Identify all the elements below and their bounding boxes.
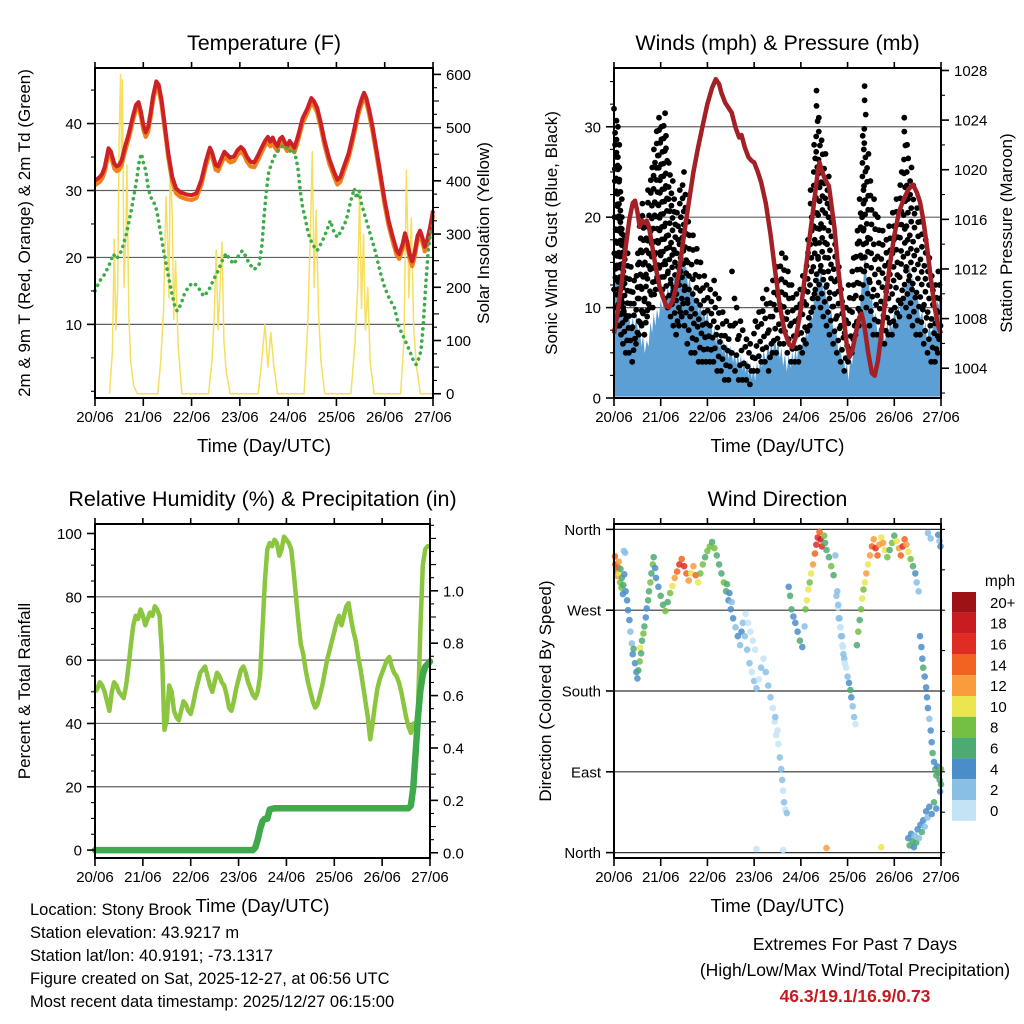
extremes-subtitle: (High/Low/Max Wind/Total Precipitation) — [699, 960, 1011, 980]
chart-title: Relative Humidity (%) & Precipitation (in) — [68, 487, 457, 511]
y-tick-label: 40 — [65, 715, 82, 733]
x-tick-label: 23/06 — [735, 409, 773, 426]
colorbar-tick-label: 8 — [990, 719, 999, 737]
y-tick-label: 100 — [446, 333, 472, 351]
x-tick-label: 23/06 — [219, 869, 258, 886]
colorbar-tick-label: 4 — [990, 761, 999, 779]
x-tick-label: 20/06 — [76, 869, 114, 886]
y-tick-label: 0 — [446, 386, 455, 404]
y-tick-label: 1004 — [954, 360, 988, 378]
colorbar-tick-label: 16 — [990, 636, 1007, 654]
colorbar-segment — [952, 738, 976, 759]
x-tick-label: 25/06 — [828, 409, 867, 426]
y-tick-label: North — [564, 845, 601, 863]
y-tick-label: East — [570, 764, 601, 782]
y-tick-label: 300 — [446, 226, 472, 244]
colorbar-segment — [952, 634, 976, 655]
x-tick-label: 27/06 — [414, 409, 452, 426]
y-tick-label: 0.0 — [443, 845, 464, 863]
y-tick-label: 600 — [446, 66, 472, 84]
y-tick-label: 20 — [65, 779, 82, 797]
x-tick-label: 21/06 — [641, 869, 680, 886]
y-axis-label: Station Pressure (Maroon) — [997, 133, 1016, 333]
colorbar-segment — [952, 800, 976, 821]
series-humidity — [95, 537, 430, 740]
colorbar-tick-label: 0 — [990, 802, 999, 820]
colorbar-tick-label: 18 — [990, 615, 1007, 633]
colorbar-segment — [952, 758, 976, 779]
x-axis-label: Time (Day/UTC) — [195, 895, 330, 916]
colorbar-segment — [952, 613, 976, 634]
x-tick-label: 25/06 — [315, 869, 354, 886]
x-tick-label: 21/06 — [124, 869, 162, 886]
extremes-title: Extremes For Past 7 Days — [752, 934, 958, 954]
x-tick-label: 21/06 — [641, 409, 680, 426]
y-tick-label: 1012 — [954, 261, 988, 279]
y-tick-label: North — [564, 521, 601, 539]
x-tick-label: 24/06 — [269, 409, 307, 426]
x-axis-label: Time (Day/UTC) — [710, 435, 845, 456]
colorbar-title: mph — [984, 573, 1016, 590]
colorbar-segment — [952, 654, 976, 675]
chart-title: Wind Direction — [707, 487, 848, 511]
y-tick-label: 20 — [584, 209, 601, 227]
colorbar-segment — [952, 717, 976, 738]
winds-pressure-chart — [542, 31, 1016, 456]
y-axis-label: Solar Insolation (Yellow) — [474, 142, 493, 324]
station-latlon: Station lat/lon: 40.9191; -73.1317 — [30, 947, 274, 965]
figure-created: Figure created on Sat, 2025-12-27, at 06:56 UTC — [30, 970, 390, 988]
colorbar-segment — [952, 592, 976, 613]
extremes-values: 46.3/19.1/16.9/0.73 — [779, 986, 931, 1006]
y-tick-label: 1.0 — [443, 583, 464, 601]
x-tick-label: 25/06 — [828, 869, 867, 886]
y-tick-label: 80 — [65, 589, 82, 607]
y-tick-label: South — [561, 683, 601, 701]
x-tick-label: 24/06 — [782, 869, 820, 886]
y-axis-label: 2m & 9m T (Red, Orange) & 2m Td (Green) — [15, 69, 34, 397]
series-rainfall — [95, 662, 430, 851]
x-tick-label: 23/06 — [735, 869, 773, 886]
chart-title: Winds (mph) & Pressure (mb) — [635, 31, 920, 55]
y-tick-label: 400 — [446, 173, 472, 191]
x-tick-label: 27/06 — [922, 869, 960, 886]
x-tick-label: 26/06 — [365, 409, 404, 426]
y-tick-label: 60 — [65, 652, 82, 670]
x-tick-label: 22/06 — [688, 869, 727, 886]
y-tick-label: 200 — [446, 279, 472, 297]
x-tick-label: 22/06 — [688, 409, 727, 426]
x-tick-label: 26/06 — [363, 869, 401, 886]
x-tick-label: 20/06 — [595, 409, 633, 426]
x-tick-label: 27/06 — [411, 869, 449, 886]
extremes-summary — [620, 931, 1024, 1009]
colorbar-segment — [952, 675, 976, 696]
y-tick-label: 0.4 — [443, 740, 464, 758]
y-tick-label: 10 — [584, 300, 601, 318]
y-tick-label: 10 — [65, 316, 82, 334]
data-timestamp: Most recent data timestamp: 2025/12/27 06:15:00 — [30, 993, 395, 1011]
x-axis-label: Time (Day/UTC) — [197, 435, 331, 456]
series-solar — [110, 74, 434, 393]
y-tick-label: 0.8 — [443, 635, 464, 653]
x-tick-label: 22/06 — [172, 409, 211, 426]
temperature-chart — [15, 31, 493, 456]
y-tick-label: 20 — [65, 249, 82, 267]
humidity-precip-chart — [15, 487, 464, 916]
x-tick-label: 26/06 — [875, 869, 914, 886]
colorbar-segment — [952, 696, 976, 717]
x-tick-label: 26/06 — [875, 409, 914, 426]
wind-direction-chart — [536, 487, 1016, 916]
station-info — [30, 899, 394, 1014]
y-tick-label: 40 — [65, 116, 82, 134]
y-tick-label: 1024 — [954, 112, 988, 130]
x-tick-label: 22/06 — [171, 869, 210, 886]
y-tick-label: 0 — [73, 842, 82, 860]
station-location: Location: Stony Brook — [30, 901, 192, 919]
y-tick-label: 1020 — [954, 162, 988, 180]
y-tick-label: 1016 — [954, 211, 988, 229]
station-elevation: Station elevation: 43.9217 m — [30, 924, 240, 942]
x-tick-label: 23/06 — [221, 409, 259, 426]
x-tick-label: 21/06 — [124, 409, 163, 426]
colorbar-segment — [952, 779, 976, 800]
x-tick-label: 20/06 — [76, 409, 114, 426]
x-tick-label: 24/06 — [267, 869, 306, 886]
colorbar-tick-label: 12 — [990, 678, 1007, 696]
y-tick-label: 0.6 — [443, 688, 464, 706]
y-tick-label: West — [567, 602, 601, 620]
x-axis-label: Time (Day/UTC) — [710, 895, 845, 916]
y-tick-label: 1028 — [954, 62, 988, 80]
y-tick-label: 30 — [584, 119, 601, 137]
y-tick-label: 1008 — [954, 311, 988, 329]
colorbar-tick-label: 6 — [990, 740, 999, 758]
colorbar-tick-label: 14 — [990, 657, 1007, 675]
x-tick-label: 20/06 — [595, 869, 633, 886]
speed-colorbar — [952, 573, 1016, 821]
y-tick-label: 100 — [56, 525, 82, 543]
colorbar-tick-label: 2 — [990, 782, 999, 800]
y-tick-label: 500 — [446, 120, 472, 138]
colorbar-tick-label: 10 — [990, 698, 1007, 716]
y-tick-label: 0.2 — [443, 792, 464, 810]
x-tick-label: 24/06 — [782, 409, 820, 426]
y-tick-label: 30 — [65, 182, 82, 200]
y-axis-label: Sonic Wind & Gust (Blue, Black) — [542, 111, 561, 355]
y-tick-label: 0 — [592, 390, 601, 408]
x-tick-label: 27/06 — [922, 409, 960, 426]
y-axis-label: Direction (Colored By Speed) — [536, 580, 555, 802]
x-tick-label: 25/06 — [317, 409, 356, 426]
colorbar-tick-label: 20+ — [990, 594, 1016, 612]
y-axis-label: Percent & Total Rainfall — [15, 602, 34, 780]
chart-title: Temperature (F) — [186, 31, 342, 55]
